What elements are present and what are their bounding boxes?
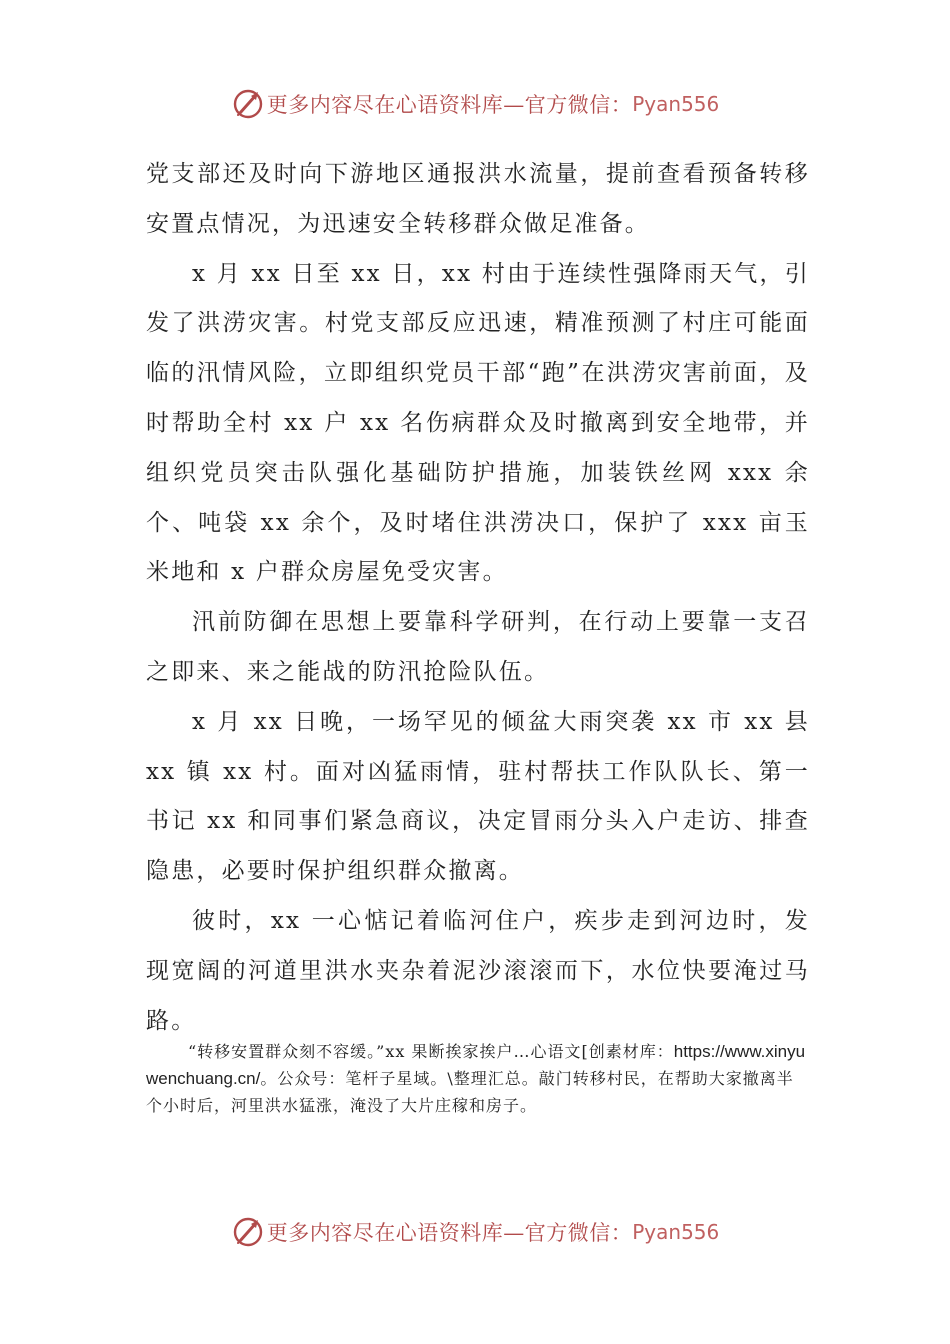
pen-nib-logo-icon xyxy=(231,1215,265,1249)
footer-banner-account: Pyan556 xyxy=(632,1220,720,1244)
footer-banner xyxy=(0,1212,950,1252)
footnote xyxy=(146,1038,810,1119)
paragraph-3: 汛前防御在思想上要靠科学研判，在行动上要靠一支召之即来、来之能战的防汛抢险队伍。 xyxy=(146,609,810,685)
document-body xyxy=(146,150,810,1046)
header-banner-label: 更多内容尽在心语资料库—官方微信： xyxy=(266,93,633,117)
paragraph-5: 彼时，xx 一心惦记着临河住户，疾步走到河边时，发现宽阔的河道里洪水夹杂着泥沙滚滚而下，水位快要淹过马路。 xyxy=(146,907,810,1034)
pen-nib-logo-icon xyxy=(231,87,265,121)
footnote-text-start: “转移安置群众刻不容缓。”xx 果断挨家挨户…心语文[创素材库： xyxy=(188,1042,674,1061)
paragraph-2: x 月 xx 日至 xx 日，xx 村由于连续性强降雨天气，引发了洪涝灾害。村党支部反应迅速，精准预测了村庄可能面临的汛情风险，立即组织党员干部“跑”在洪涝灾害前面，及时帮助全村 xx 户 xx 名伤病群众及时撤离到安全地带，并组织党员突击队强化基础防护措施，加装铁丝网 xxx 余个、吨袋 xx 余个，及时堵住洪涝决口，保护了 xxx 亩玉米地和 x 户群众房屋免受灾害。 xyxy=(146,260,810,586)
header-banner-account: Pyan556 xyxy=(632,92,720,116)
paragraph-1: 党支部还及时向下游地区通报洪水流量，提前查看预备转移安置点情况，为迅速安全转移群众做足准备。 xyxy=(146,161,810,237)
header-banner xyxy=(0,84,950,124)
footer-banner-label: 更多内容尽在心语资料库—官方微信： xyxy=(266,1221,633,1245)
footnote-text-end: 。公众号：笔杆子星域。\整理汇总。敲门转移村民，在帮助大家撤离半个小时后，河里洪水猛涨，淹没了大片庄稼和房子。 xyxy=(146,1069,794,1115)
footnote-url: https://www.xinyuwenchuang.cn/ xyxy=(146,1042,806,1088)
paragraph-4: x 月 xx 日晚，一场罕见的倾盆大雨突袭 xx 市 xx 县 xx 镇 xx 村。面对凶猛雨情，驻村帮扶工作队队长、第一书记 xx 和同事们紧急商议，决定冒雨分头入户走访、排查隐患，必要时保护组织群众撤离。 xyxy=(146,708,810,885)
